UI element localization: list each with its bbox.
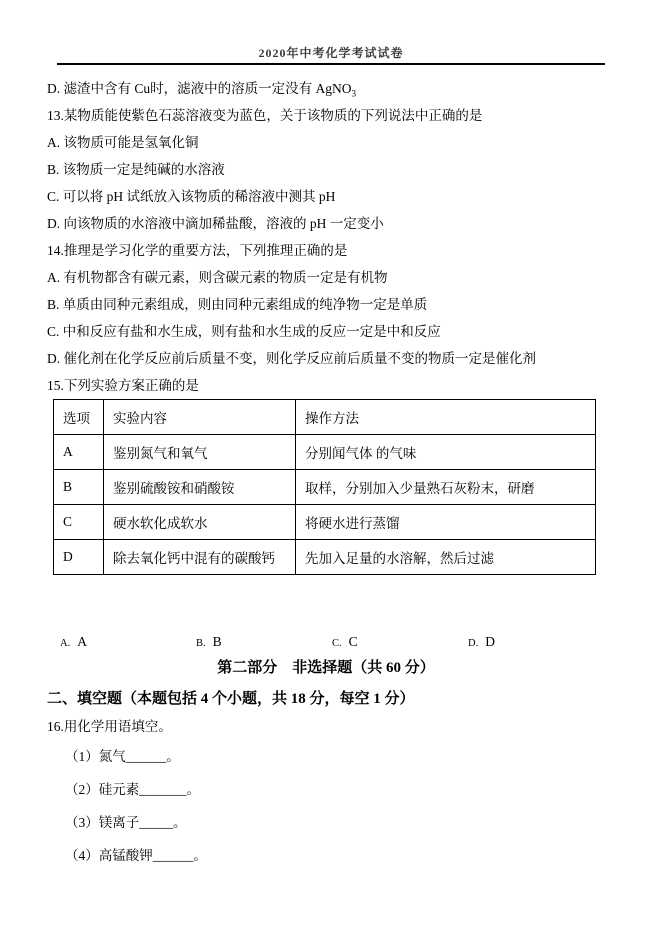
table-cell-option: B	[54, 470, 104, 505]
answer-value: C	[348, 634, 358, 649]
table-cell-option: A	[54, 435, 104, 470]
fill-blank-item-4: （4）高锰酸钾______。	[65, 848, 207, 863]
answer-label: D.	[468, 638, 479, 649]
question-option-line: A. 该物质可能是氢氧化铜	[47, 135, 199, 150]
answer-value: D	[485, 634, 495, 649]
question-16-stem: 16.用化学用语填空。	[47, 719, 172, 734]
question-option-line: B. 单质由同种元素组成，则由同种元素组成的纯净物一定是单质	[47, 297, 428, 312]
experiment-scheme-table	[53, 399, 596, 575]
table-cell-option: D	[54, 540, 104, 575]
answer-label: B.	[196, 638, 206, 649]
table-cell-method: 先加入足量的水溶解，然后过滤	[296, 540, 596, 575]
question-option-line: C. 可以将 pH 试纸放入该物质的稀溶液中测其 pH	[47, 189, 336, 204]
answer-value: B	[212, 634, 222, 649]
section2-heading: 二、填空题（本题包括 4 个小题，共 18 分，每空 1 分）	[47, 691, 415, 707]
option-text: D. 滤渣中含有 Cu时，滤液中的溶质一定没有 AgNO	[47, 81, 352, 96]
table-row	[54, 540, 596, 575]
table-cell-experiment: 鉴别氮气和氧气	[104, 435, 296, 470]
table-header-method: 操作方法	[296, 400, 596, 435]
answer-choice-c	[332, 628, 468, 657]
page-content	[0, 75, 661, 872]
page-title: 2020年中考化学考试试卷	[258, 46, 404, 60]
part2-heading: 第二部分 非选择题（共 60 分）	[217, 660, 435, 676]
answer-choice-d	[468, 628, 604, 657]
chemical-subscript: 3	[351, 88, 357, 99]
answer-value: A	[77, 634, 87, 649]
fill-blank-item-3: （3）镁离子_____。	[65, 815, 187, 830]
answer-choices-row	[60, 628, 605, 655]
fill-blank-item-1: （1）氮气______。	[65, 749, 180, 764]
page-header	[57, 0, 605, 65]
table-row	[54, 470, 596, 505]
fill-blank-item-2: （2）硅元素_______。	[65, 782, 200, 797]
table-cell-option: C	[54, 505, 104, 540]
answer-choice-a	[60, 628, 196, 657]
answer-label: C.	[332, 638, 342, 649]
question-option-line: B. 该物质一定是纯碱的水溶液	[47, 162, 225, 177]
table-cell-method: 将硬水进行蒸馏	[296, 505, 596, 540]
question-option-line: A. 有机物都含有碳元素，则含碳元素的物质一定是有机物	[47, 270, 388, 285]
question-option-line: C. 中和反应有盐和水生成，则有盐和水生成的反应一定是中和反应	[47, 324, 441, 339]
table-cell-experiment: 除去氧化钙中混有的碳酸钙	[104, 540, 296, 575]
question-stem: 14.推理是学习化学的重要方法，下列推理正确的是	[47, 243, 348, 258]
question-stem: 13.某物质能使紫色石蕊溶液变为蓝色，关于该物质的下列说法中正确的是	[47, 108, 483, 123]
table-cell-method: 取样，分别加入少量熟石灰粉末，研磨	[296, 470, 596, 505]
table-header-row	[54, 400, 596, 435]
question-option-line: D. 催化剂在化学反应前后质量不变，则化学反应前后质量不变的物质一定是催化剂	[47, 351, 536, 366]
table-row	[54, 505, 596, 540]
question-option-line	[47, 75, 605, 102]
answer-choice-b	[196, 628, 332, 657]
table-header-experiment: 实验内容	[104, 400, 296, 435]
question-option-line: D. 向该物质的水溶液中滴加稀盐酸，溶液的 pH 一定变小	[47, 216, 384, 231]
question-stem: 15.下列实验方案正确的是	[47, 378, 199, 393]
answer-label: A.	[60, 638, 71, 649]
table-row	[54, 435, 596, 470]
table-cell-experiment: 硬水软化成软水	[104, 505, 296, 540]
table-cell-method: 分别闻气体 的气味	[296, 435, 596, 470]
table-cell-experiment: 鉴别硫酸铵和硝酸铵	[104, 470, 296, 505]
table-header-option: 选项	[54, 400, 104, 435]
